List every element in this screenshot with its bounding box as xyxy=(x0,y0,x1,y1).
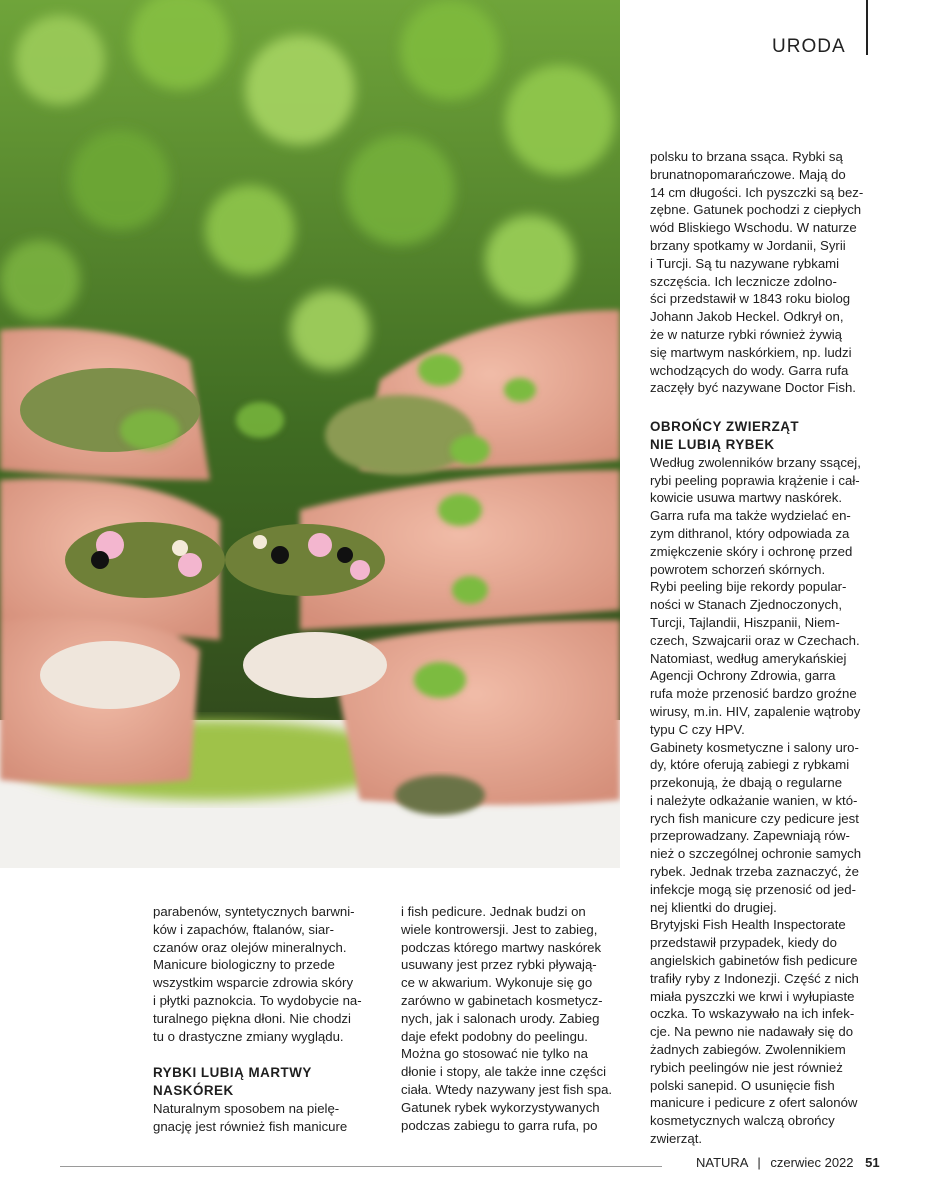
section-divider xyxy=(866,0,868,55)
page-number: 51 xyxy=(865,1155,880,1170)
footer-separator: | xyxy=(757,1155,761,1170)
article-column-3 xyxy=(650,148,875,1148)
manicure-photo xyxy=(0,0,620,868)
subheading: OBROŃCY ZWIERZĄT NIE LUBIĄ RYBEK xyxy=(650,419,800,452)
paragraph: parabenów, syntetycznych barwni- ków i zapachów, ftalanów, siar- czanów oraz olejów mineralnych. Manicure biologiczny to przede wszystkim wsparcie zdrowia skóry i płytki paznokcia. To wydobycie na- turalnego piękna dłoni. Nie chodzi tu o drastyczne zmiany wyglądu. xyxy=(153,904,362,1044)
manicure-photo-icon xyxy=(0,0,620,868)
section-title: URODA xyxy=(772,36,846,57)
subheading: RYBKI LUBIĄ MARTWY NASKÓREK xyxy=(153,1065,312,1099)
paragraph: Według zwolenników brzany ssącej, rybi peeling poprawia krążenie i cał- kowicie usuwa martwy naskórek. Garra rufa ma także wydzielać en- zym dithranol, który odpowiada za zmiękczenie skóry i ochronę przed powrotem schorzeń skórnych. Rybi peeling bije rekordy popular- ności w Stanach Zjednoczonych, Turcji, Tajlandii, Hiszpanii, Niem- czech, Szwajcarii oraz w Czechach. Natomiast, według amerykańskiej Agencji Ochrony Zdrowia, garra rufa może przenosić bardzo groźne wirusy, m.in. HIV, zapalenie wątroby typu C czy HPV. Gabinety kosmetyczne i salony uro- dy, które oferują zabiegi z rybkami przekonują, że dbają o regularne i należyte odkażanie wanien, w któ- rych fish manicure czy pedicure jest przeprowadzany. Zapewniają rów- nież o szczególnej ochronie samych rybek. Jednak trzeba zaznaczyć, że infekcje mogą się przenosić od jed- nej klientki do drugiej. Brytyjski Fish Health Inspectorate przedstawił przypadek, kiedy do angielskich gabinetów fish pedicure trafiły ryby z Indonezji. Część z nich miała pyszczki we krwi i wyłupiaste oczka. To wskazywało na ich infek- cje. Na pewno nie nadawały się do żadnych zabiegów. Zwolennikiem rybich peelingów nie jest również polski sanepid. O usunięcie fish manicure i pedicure z ofert salonów kosmetycznych walczą obrońcy zwierząt. xyxy=(650,454,862,1147)
paragraph: i fish pedicure. Jednak budzi on wiele kontrowersji. Jest to zabieg, podczas którego martwy naskórek usuwany jest przez rybki pływają- ce w akwarium. Wykonuje się go zarówno w gabinetach kosmetycz- nych, jak i salonach urody. Zabieg daje efekt podobny do peelingu. Można go stosować nie tylko na dłonie i stopy, ale także inne części ciała. Wtedy nazywany jest fish spa. Gatunek rybek wykorzystywanych podczas zabiegu to garra rufa, po xyxy=(401,904,613,1133)
article-column-2 xyxy=(401,903,623,1134)
paragraph: Naturalnym sposobem na pielę- gnację jest również fish manicure xyxy=(153,1100,348,1134)
footer-divider xyxy=(60,1166,662,1167)
page-footer xyxy=(696,1155,880,1170)
issue-date: czerwiec 2022 xyxy=(770,1155,854,1170)
magazine-name: NATURA xyxy=(696,1155,748,1170)
paragraph: polsku to brzana ssąca. Rybki są brunatnopomarańczowe. Mają do 14 cm długości. Ich pyszczki są bez- zębne. Gatunek pochodzi z ciepłych wód Bliskiego Wschodu. W naturze brzany spotkamy w Jordanii, Syrii i Turcji. Są tu nazywane rybkami szczęścia. Ich lecznicze zdolno- ści przedstawił w 1843 roku biolog Johann Jakob Heckel. Odkrył on, że w naturze rybki również żywią się martwym naskórkiem, np. ludzi wchodzących do wody. Garra rufa zaczęły być nazywane Doctor Fish. xyxy=(650,149,864,396)
article-column-1 xyxy=(153,903,373,1136)
